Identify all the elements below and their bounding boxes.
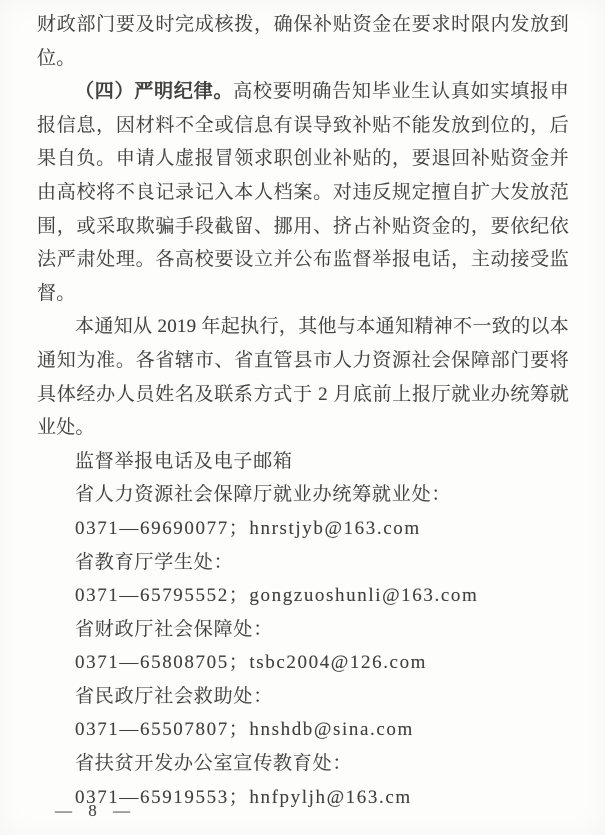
contact-phone-email-1: 0371—69690077；hnrstjyb@163.com (75, 517, 421, 539)
page-number: — 8 — (55, 801, 136, 820)
contact-department-1: 省人力资源社会保障厅就业办统筹就业处： (75, 484, 452, 506)
contact-section-heading: 监督举报电话及电子邮箱 (75, 450, 293, 472)
contact-phone-email-3: 0371—65808705；tsbc2004@126.com (75, 652, 428, 674)
contact-phone-email-2: 0371—65795552；gongzuoshunli@163.com (75, 585, 479, 607)
section-heading-4: （四）严明纪律。 (75, 81, 234, 103)
contact-department-4: 省民政厅社会救助处： (75, 685, 274, 707)
paragraph-discipline-section (37, 75, 569, 310)
contact-department-2: 省教育厅学生处： (75, 551, 234, 573)
paragraph-continuation: 财政部门要及时完成核拨，确保补贴资金在要求时限内发放到位。 (37, 14, 569, 69)
contact-phone-email-4: 0371—65507807；hnshdb@sina.com (75, 719, 414, 741)
contact-phone-email-5: 0371—65919553；hnfpyljh@163.cm (75, 786, 412, 808)
contact-department-5: 省扶贫开发办公室宣传教育处： (75, 753, 353, 775)
paragraph-effective-date: 本通知从 2019 年起执行，其他与本通知精神不一致的以本通知为准。各省辖市、省直管县市人力资源社会保障部门要将具体经办人员姓名及联系方式于 2 月底前上报厅就业办统筹就业处。 (37, 316, 569, 439)
contact-department-3: 省财政厅社会保障处： (75, 618, 274, 640)
paragraph-text: 高校要明确告知毕业生认真如实填报申报信息，因材料不全或信息有误导致补贴不能发放到位的，后果自负。申请人虚报冒领求职创业补贴的，要退回补贴资金并由高校将不良记录记入本人档案。对违反规定擅自扩大发放范围，或采取欺骗手段截留、挪用、挤占补贴资金的，要依纪依法严肃处理。各高校要设立并公布监督举报电话，主动接受监督。 (37, 81, 569, 304)
